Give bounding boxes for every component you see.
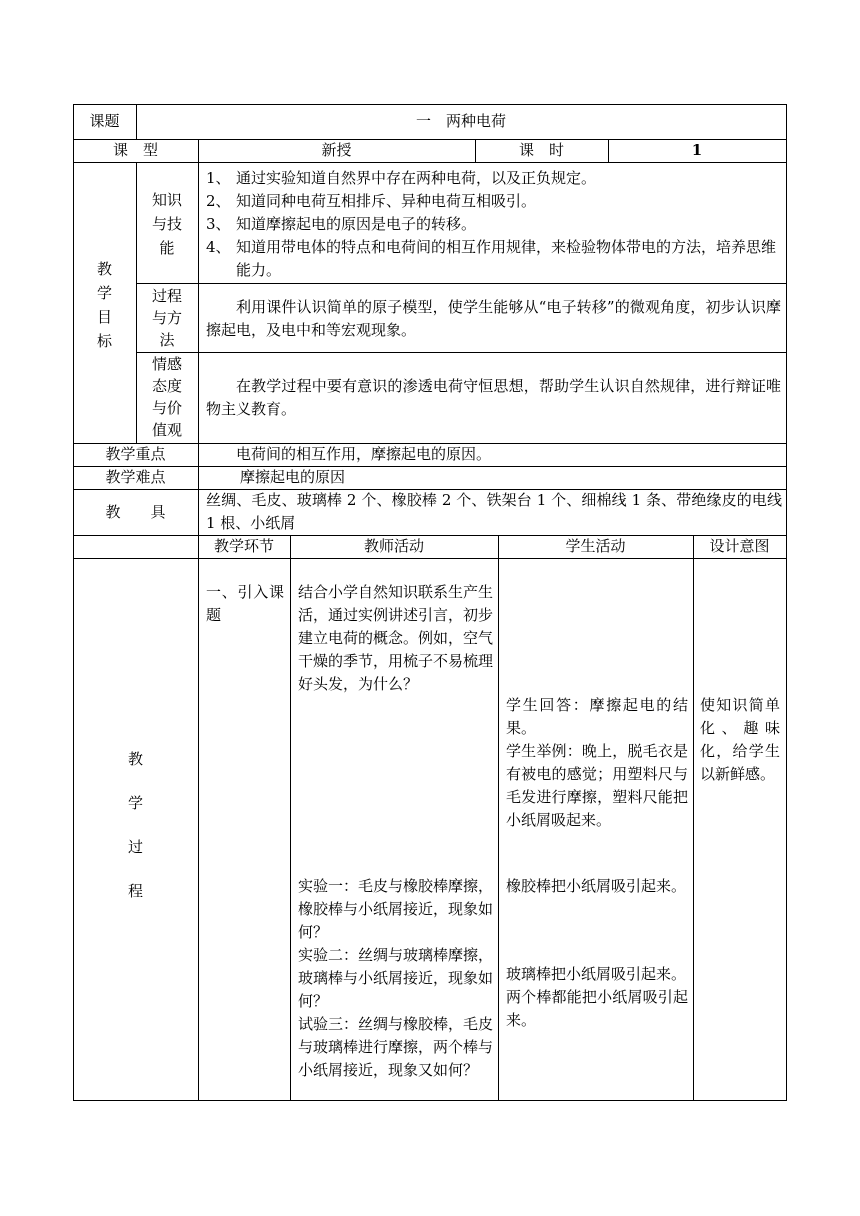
topic-value: 一 两种电荷 — [415, 112, 506, 130]
knowledge-item-1: 通过实验知道自然界中存在两种电荷，以及正负规定。 — [236, 169, 597, 187]
table-border — [198, 535, 199, 1100]
knowledge-label: 知识 与技 能 — [151, 191, 182, 257]
knowledge-item-2: 知道同种电荷互相排斥、异种电荷互相吸引。 — [236, 192, 537, 210]
table-border — [198, 139, 199, 489]
key-point-label: 教学重点 — [105, 445, 166, 463]
table-border — [498, 535, 499, 1100]
table-border — [786, 104, 787, 1101]
teacher-experiments: 实验一：毛皮与橡胶棒摩擦，橡胶棒与小纸屑接近，现象如何？ 实验二：丝绸与玻璃棒摩擦，玻璃棒与小纸屑接近，现象如何？ 试验三：丝绸与橡胶棒，毛皮与玻璃棒进行摩擦，两个棒与小纸屑接近，现象又如何？ — [298, 877, 494, 1079]
table-border — [290, 535, 291, 1100]
key-point-value: 电荷间的相互作用，摩擦起电的原因。 — [236, 445, 492, 463]
student-answer: 学生回答：摩擦起电的结果。 学生举例：晚上，脱毛衣是有被电的感觉；用塑料尺与毛发进行摩擦，塑料尺能把小纸屑吸起来。 — [506, 696, 688, 829]
col-header-student: 学生活动 — [565, 537, 626, 555]
knowledge-item-4: 知道用带电体的特点和电荷间的相互作用规律，来检验物体带电的方法，培养思维能力。 — [236, 238, 777, 279]
table-border — [73, 104, 786, 105]
table-border — [73, 104, 74, 1101]
table-border — [693, 535, 694, 1100]
emotion-text: 在教学过程中要有意识的渗透电荷守恒思想，帮助学生认识自然规律，进行辩证唯物主义教育。 — [206, 377, 781, 418]
emotion-label: 情感 态度 与价 值观 — [151, 355, 182, 439]
col-header-teacher: 教师活动 — [363, 537, 424, 555]
table-border — [73, 558, 786, 559]
table-border — [73, 162, 786, 163]
tools-value: 丝绸、毛皮、玻璃棒 2 个、橡胶棒 2 个、铁架台 1 个、细棉线 1 条、带绝缘皮的电线 1 根、小纸屑 — [206, 491, 782, 532]
table-border — [73, 1100, 786, 1101]
knowledge-num-3: 3、 — [206, 215, 231, 233]
knowledge-num-1: 1、 — [206, 169, 231, 187]
teacher-intro: 结合小学自然知识联系生产生活，通过实例讲述引言，初步建立电荷的概念。例如，空气干燥的季节，用梳子不易梳理好头发，为什么？ — [298, 583, 494, 693]
knowledge-item-3: 知道摩擦起电的原因是电子的转移。 — [236, 215, 477, 233]
hours-value: 1 — [691, 141, 703, 159]
difficulty-label: 教学难点 — [105, 468, 166, 486]
process-method-label: 过程 与方 法 — [151, 287, 182, 349]
type-value: 新授 — [321, 141, 352, 159]
col-header-intent: 设计意图 — [709, 537, 770, 555]
type-label: 课 型 — [112, 141, 158, 159]
knowledge-num-4: 4、 — [206, 238, 231, 256]
knowledge-num-2: 2、 — [206, 192, 231, 210]
student-exp2: 玻璃棒把小纸屑吸引起来。 两个棒都能把小纸屑吸引起来。 — [506, 965, 688, 1029]
student-exp1: 橡胶棒把小纸屑吸引起来。 — [506, 877, 687, 895]
design-intent: 使知识简单化、趣味化，给学生以新鲜感。 — [700, 696, 780, 783]
stage-intro: 一、引入课题 — [206, 583, 284, 624]
tools-label: 教 具 — [105, 503, 166, 521]
table-border — [136, 283, 786, 284]
table-border — [198, 489, 199, 535]
process-method-text: 利用课件认识简单的原子模型，使学生能够从“电子转移”的微观角度，初步认识摩擦起电，及电中和等宏观现象。 — [206, 298, 781, 339]
topic-label: 课题 — [89, 112, 120, 130]
col-header-stage: 教学环节 — [213, 537, 274, 555]
hours-label: 课 时 — [518, 141, 564, 159]
table-border — [136, 352, 786, 353]
difficulty-value: 摩擦起电的原因 — [240, 468, 346, 486]
objectives-label: 教 学 目 标 — [96, 260, 112, 350]
process-side-label: 教 学 过 程 — [127, 750, 143, 900]
